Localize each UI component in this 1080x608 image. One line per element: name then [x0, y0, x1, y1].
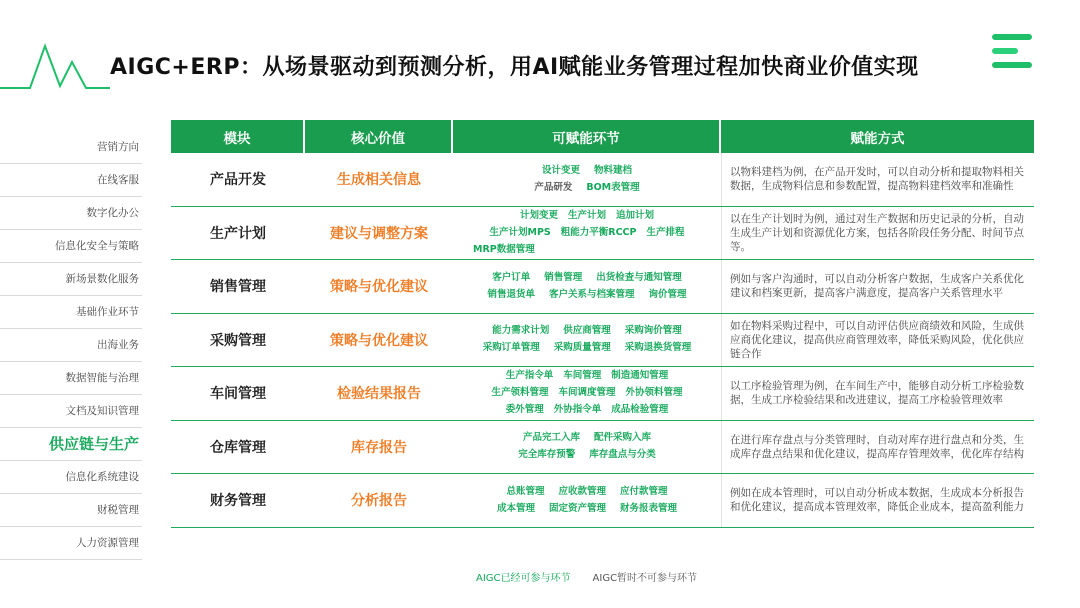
module-name: 车间管理	[210, 386, 266, 403]
enable-link-item: 生产指令单	[505, 370, 554, 382]
link-line	[489, 225, 684, 241]
enable-link-item: 财务报表管理	[620, 502, 678, 514]
sidebar-item[interactable]: 信息化系统建设	[0, 461, 142, 494]
enable-link-item: 能力需求计划	[492, 325, 550, 337]
sidebar-item[interactable]: 在线客服	[0, 164, 142, 197]
enable-link-item: BOM表管理	[586, 181, 640, 193]
enable-link-item: 配件采购入库	[594, 432, 652, 444]
enable-links	[453, 474, 721, 527]
link-line	[518, 447, 656, 463]
link-line	[487, 287, 686, 303]
enable-link-item: 询价管理	[648, 288, 687, 300]
core-value: 策略与优化建议	[330, 279, 428, 296]
heartbeat-line-decoration	[0, 38, 110, 98]
link-line	[491, 385, 682, 401]
enable-link-item: 完全库存预警	[518, 449, 576, 461]
enable-link-item: 物料建档	[594, 164, 633, 176]
enable-links	[453, 260, 721, 313]
link-line	[523, 430, 651, 446]
link-line	[506, 484, 667, 500]
enable-method-desc: 以工序检验管理为例，在车间生产中，能够自动分析工序检验数据，生成工序检验结果和改进建议，提高工序检验管理效率	[721, 367, 1034, 420]
capability-table	[171, 120, 1034, 528]
enable-links	[453, 421, 721, 474]
sidebar-item[interactable]: 数字化办公	[0, 197, 142, 230]
enable-method-desc: 如在物料采购过程中，可以自动评估供应商绩效和风险，生成供应商优化建议，提高供应商管理效率，降低采购风险，优化供应链合作	[721, 314, 1034, 367]
enable-link-item: 外协指令单	[553, 404, 602, 416]
enable-link-item: 固定资产管理	[548, 502, 606, 514]
sidebar-item[interactable]: 营销方向	[0, 131, 142, 164]
enable-links	[453, 367, 721, 420]
enable-link-item: 外协领料管理	[625, 387, 683, 399]
enable-link-item: 客户关系与档案管理	[548, 288, 635, 300]
link-line	[506, 402, 669, 418]
link-line	[492, 323, 682, 339]
enable-link-item: 产品完工入库	[522, 432, 580, 444]
enable-link-item: 应付款管理	[620, 485, 668, 497]
module-name: 生产计划	[210, 225, 266, 242]
enable-link-item: MRP数据管理	[473, 243, 535, 255]
enable-links	[453, 314, 721, 367]
table-row	[171, 421, 1034, 475]
core-value: 策略与优化建议	[330, 332, 428, 349]
link-line	[492, 270, 682, 286]
core-value: 建议与调整方案	[330, 225, 428, 242]
legend	[476, 569, 697, 584]
link-line	[506, 368, 669, 384]
enable-link-item: 应收款管理	[558, 485, 606, 497]
enable-link-item: 车间调度管理	[558, 387, 616, 399]
enable-link-item: 库存盘点与分类	[589, 449, 656, 461]
enable-link-item: 供应商管理	[563, 325, 611, 337]
enable-link-item: 总账管理	[506, 485, 545, 497]
enable-links	[453, 153, 721, 206]
sidebar-item[interactable]: 供应链与生产	[0, 428, 142, 461]
table-row	[171, 367, 1034, 421]
table-row	[171, 260, 1034, 314]
enable-link-item: 成本管理	[496, 502, 535, 514]
table-row	[171, 314, 1034, 368]
module-name: 产品开发	[210, 172, 266, 189]
enable-link-item: 采购询价管理	[624, 325, 682, 337]
sidebar-item[interactable]: 人力资源管理	[0, 527, 142, 560]
sidebar-item[interactable]: 文档及知识管理	[0, 395, 142, 428]
table-header	[171, 120, 1034, 153]
enable-link-item: 生产领料管理	[491, 387, 549, 399]
link-line	[483, 340, 692, 356]
sidebar-item[interactable]: 新场景数化服务	[0, 263, 142, 296]
brand-logo-icon	[990, 34, 1034, 68]
enable-link-item: 生产计划MPS	[489, 226, 551, 238]
enable-link-item: 采购订单管理	[482, 342, 540, 354]
module-name: 财务管理	[210, 493, 266, 510]
enable-link-item: 车间管理	[563, 370, 602, 382]
core-value: 库存报告	[351, 439, 407, 456]
enable-link-item: 追加计划	[616, 209, 655, 221]
link-line	[534, 180, 639, 196]
enable-link-item: 委外管理	[505, 404, 544, 416]
table-body	[171, 153, 1034, 528]
enable-method-desc: 在进行库存盘点与分类管理时，自动对库存进行盘点和分类，生成库存盘点结果和优化建议，提高库存管理效率，优化库存结构	[721, 421, 1034, 474]
module-name: 销售管理	[210, 279, 266, 296]
enable-link-item: 生产计划	[567, 209, 606, 221]
core-value: 检验结果报告	[337, 386, 421, 403]
enable-method-desc: 以在生产计划时为例，通过对生产数据和历史记录的分析，自动生成生产计划和资源优化方案，包括各阶段任务分配、时间节点等。	[721, 207, 1034, 260]
link-line	[453, 242, 535, 258]
module-name: 仓库管理	[210, 439, 266, 456]
link-line	[520, 208, 654, 224]
core-value: 分析报告	[351, 493, 407, 510]
enable-link-item: 粗能力平衡RCCP	[560, 226, 637, 238]
sidebar-item[interactable]: 出海业务	[0, 329, 142, 362]
enable-links	[453, 207, 721, 260]
enable-link-item: 销售退货单	[487, 288, 535, 300]
link-line	[497, 501, 677, 517]
sidebar-item[interactable]: 基础作业环节	[0, 296, 142, 329]
table-row	[171, 153, 1034, 207]
enable-method-desc: 例如在成本管理时，可以自动分析成本数据，生成成本分析报告和优化建议，提高成本管理效率，降低企业成本，提高盈利能力	[721, 474, 1034, 527]
category-sidebar	[0, 131, 142, 560]
table-row	[171, 207, 1034, 261]
enable-link-item: 设计变更	[541, 164, 580, 176]
header-module: 模块	[171, 120, 305, 153]
table-row	[171, 474, 1034, 528]
legend-aigc-enabled: AIGC已经可参与环节	[476, 573, 571, 584]
enable-link-item: 产品研发	[534, 181, 573, 193]
page-title: AIGC+ERP：从场景驱动到预测分析，用AI赋能业务管理过程加快商业价值实现	[110, 55, 919, 80]
link-line	[542, 163, 632, 179]
sidebar-item[interactable]: 数据智能与治理	[0, 362, 142, 395]
enable-method-desc: 以物料建档为例，在产品开发时，可以自动分析和提取物料相关数据，生成物料信息和参数配置，提高物料建档效率和准确性	[721, 153, 1034, 206]
enable-link-item: 销售管理	[544, 271, 583, 283]
enable-link-item: 计划变更	[519, 209, 558, 221]
header-enable-method: 赋能方式	[721, 120, 1034, 153]
module-name: 采购管理	[210, 332, 266, 349]
enable-link-item: 制造通知管理	[611, 370, 669, 382]
enable-link-item: 采购质量管理	[553, 342, 611, 354]
sidebar-item[interactable]: 信息化安全与策略	[0, 230, 142, 263]
sidebar-item[interactable]: 财税管理	[0, 494, 142, 527]
core-value: 生成相关信息	[337, 172, 421, 189]
enable-link-item: 生产排程	[646, 226, 685, 238]
enable-method-desc: 例如与客户沟通时，可以自动分析客户数据，生成客户关系优化建议和档案更新，提高客户满意度，提高客户关系管理水平	[721, 260, 1034, 313]
enable-link-item: 客户订单	[492, 271, 531, 283]
enable-link-item: 成品检验管理	[611, 404, 669, 416]
enable-link-item: 出货检查与通知管理	[596, 271, 682, 283]
header-core-value: 核心价值	[305, 120, 453, 153]
legend-aigc-disabled: AIGC暂时不可参与环节	[592, 573, 698, 584]
enable-link-item: 采购退换货管理	[624, 342, 692, 354]
header-enable-links: 可赋能环节	[453, 120, 721, 153]
